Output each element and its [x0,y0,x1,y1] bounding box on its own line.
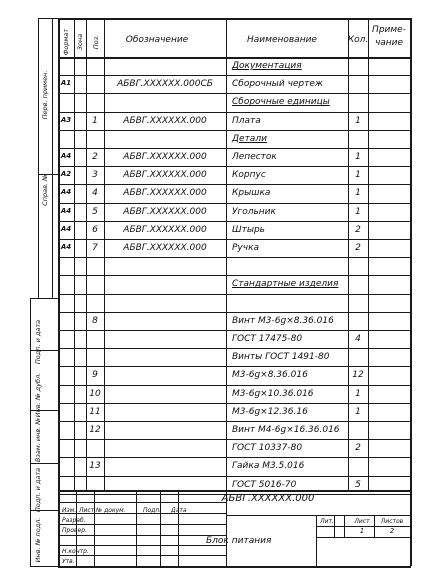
cell-name: М3-6g×8.36.016 [232,370,308,381]
grid-line [58,545,226,546]
cell-designation: АБВГ.XXXXXX.000 [123,206,207,217]
cell-pos: 12 [89,425,101,435]
grid-line [74,18,75,490]
header-zone: Зона [75,33,84,51]
grid-line [58,490,410,492]
grid-line [58,130,410,131]
grid-line [58,566,411,568]
cell-pos: 9 [92,370,98,381]
cell-pos: 4 [92,188,98,199]
title-utv: Утв. [62,558,75,565]
cell-qty: 1 [355,170,361,181]
cell-pos: 6 [92,224,98,235]
cell-qty: 1 [355,115,361,126]
cell-name: Сборочные единицы [232,97,330,108]
margin-perv-primen: Перв. примен. [40,70,49,120]
title-n-kontr: Н.контр. [62,548,89,555]
grid-line [58,184,410,185]
grid-line [58,221,410,222]
header-pos: Поз. [91,34,100,50]
grid-line [38,18,58,19]
grid-line [334,515,335,537]
grid-line [58,257,410,258]
grid-line [58,535,226,536]
title-list: Лист [79,507,95,514]
cell-designation: АБВГ.XXXXXX.000 [123,152,207,162]
grid-line [58,403,410,404]
cell-name: Плата [232,115,261,126]
grid-line [58,112,410,113]
title-sheets-label: Листов [380,518,404,525]
grid-line [58,366,410,367]
cell-name: ГОСТ 10337-80 [232,443,303,454]
grid-line [58,421,410,422]
cell-qty: 4 [355,334,361,344]
margin-vzam-inv: Взам. инв. № [33,417,42,463]
grid-line [178,490,179,566]
cell-name: Крышка [232,188,271,199]
cell-format: A4 [60,243,72,251]
title-doc-no: № докум. [96,507,126,514]
cell-designation: АБВГ.XXXXXX.000 [123,243,207,253]
margin-sprav-no: Справ. № [40,174,49,206]
cell-qty: 1 [355,206,361,217]
cell-name: Винты ГОСТ 1491-80 [232,352,330,363]
grid-line [104,18,105,490]
cell-pos: 5 [92,206,98,217]
cell-qty: 2 [355,243,361,253]
grid-line [58,439,410,440]
grid-line [58,524,226,525]
cell-format: A3 [60,115,72,124]
grid-line [316,515,317,566]
grid-line [410,18,412,566]
grid-line [58,57,410,59]
header-note-line1: Приме- [372,25,406,35]
title-podp: Подп. [143,507,162,514]
cell-designation: АБВГ.XXXXXX.000 [123,115,207,126]
grid-line [226,18,227,490]
cell-name: М3-6g×10.36.016 [232,388,314,399]
cell-format: A4 [60,152,72,160]
cell-pos: 13 [89,461,101,472]
cell-designation: АБВГ.XXXXXX.000 [123,224,207,235]
cell-designation: АБВГ.XXXXXX.000 [123,188,207,199]
cell-name: Винт М4-6g×16.36.016 [232,425,340,435]
cell-format: A4 [60,188,72,197]
title-designation: АБВГ.XXXXXX.000 [221,493,315,504]
grid-line [30,463,58,464]
grid-line [58,476,410,477]
header-format: Формат [61,28,70,56]
cell-qty: 1 [355,188,361,199]
grid-line [58,75,410,76]
title-lit: Лит. [320,518,334,525]
cell-format: A4 [60,224,72,233]
cell-format: A2 [60,170,72,179]
title-razrab: Разраб. [62,517,86,524]
grid-line [30,298,31,566]
cell-name: Сборочный чертеж [232,79,324,90]
title-sheet-label: Лист [354,518,370,525]
cell-pos: 3 [92,170,98,181]
grid-line [160,490,161,566]
cell-qty: 2 [355,443,361,454]
cell-format: A1 [60,79,72,88]
cell-format: A4 [60,206,72,215]
cell-name: Корпус [232,170,266,181]
grid-line [136,490,137,566]
grid-line [58,18,411,20]
grid-line [58,294,410,295]
cell-name: Винт М3-6g×8.36.016 [232,315,334,326]
header-qty: Кол. [347,35,369,45]
grid-line [94,490,95,566]
grid-line [58,312,410,313]
cell-pos: 11 [89,406,101,417]
grid-line [344,515,345,537]
grid-line [316,537,410,538]
title-izm: Изм. [62,507,77,514]
cell-name: ГОСТ 5016-70 [232,479,297,490]
grid-line [348,18,349,490]
grid-line [58,348,410,349]
grid-line [38,18,39,298]
cell-designation: АБВГ.XXXXXX.000 [123,170,207,181]
cell-pos: 7 [92,243,98,253]
header-designation: Обозначение [125,35,189,45]
cell-qty: 12 [352,370,364,381]
grid-line [58,203,410,204]
title-prov: Провер. [62,527,87,534]
header-note-line2: чание [374,38,404,48]
cell-name: Угольник [232,206,276,217]
cell-name: Гайка М3.5.016 [232,461,305,472]
cell-name: Штырь [232,224,265,235]
title-sheet-value: 1 [359,527,365,535]
grid-line [58,93,410,94]
cell-name: Документация [232,61,302,71]
cell-pos: 2 [92,152,98,162]
cell-name: Лепесток [232,152,277,162]
cell-name: Стандартные изделия [232,279,339,290]
cell-pos: 10 [89,388,101,399]
grid-line [58,457,410,458]
cell-name: М3-6g×12.36.16 [232,406,308,417]
title-sheets-value: 2 [389,527,395,535]
header-name: Наименование [247,35,317,45]
grid-line [30,298,58,299]
grid-line [58,555,226,556]
grid-line [58,502,226,503]
grid-line [58,166,410,167]
grid-line [226,515,410,516]
cell-qty: 2 [355,224,361,235]
margin-inv-dubl: Инв. № дубл. [33,372,42,418]
grid-line [30,566,58,567]
grid-line [86,18,87,490]
cell-pos: 8 [92,315,98,326]
margin-podp-data-2: Подп. и дата [33,467,42,513]
margin-inv-podl: Инв. № подл. [33,517,42,563]
grid-line [58,239,410,240]
title-name: Блок питания [206,536,272,546]
cell-name: Детали [232,133,267,144]
margin-podp-data-1: Подп. и дата [33,319,42,365]
cell-name: Ручка [232,243,260,253]
cell-qty: 1 [355,152,361,162]
grid-line [368,18,369,490]
cell-pos: 1 [92,115,98,126]
grid-line [52,18,53,298]
grid-line [58,330,410,331]
cell-name: ГОСТ 17475-80 [232,334,303,344]
grid-line [374,515,375,537]
grid-line [58,275,410,276]
grid-line [58,385,410,386]
cell-qty: 1 [355,406,361,417]
grid-line [58,148,410,149]
grid-line [58,18,60,566]
cell-designation: АБВГ.XXXXXX.000СБ [117,79,213,90]
cell-qty: 5 [355,479,361,490]
title-data: Дата [171,507,187,514]
cell-qty: 1 [355,388,361,399]
